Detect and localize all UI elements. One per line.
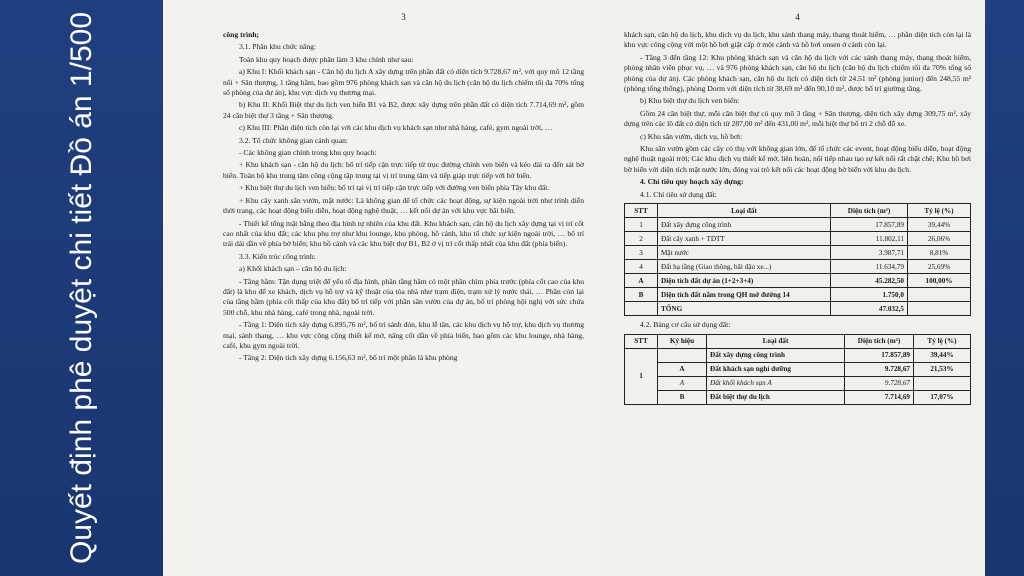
table-cell: 8,81% — [908, 246, 971, 260]
table-cell — [914, 376, 971, 390]
page-number: 3 — [401, 12, 406, 22]
table-cell — [625, 302, 658, 316]
table-cell: 11.802,11 — [831, 232, 908, 246]
column-header: Diện tích (m²) — [845, 334, 914, 348]
document-page-4 — [600, 0, 985, 576]
table-cell: Đất khách sạn nghỉ dưỡng — [707, 362, 845, 376]
column-header: Ký hiệu — [658, 334, 707, 348]
table-row — [625, 362, 971, 376]
table-cell: A — [658, 376, 707, 390]
paragraph: Toàn khu quy hoạch được phân làm 3 khu chính như sau: — [239, 54, 414, 64]
table-cell: 39,44% — [908, 218, 971, 232]
table-row — [625, 260, 971, 274]
table-row — [625, 274, 971, 288]
table-cell: A — [658, 362, 707, 376]
table-cell: 47.032,5 — [831, 302, 908, 316]
paragraph: khách sạn, căn hộ du lịch, khu dịch vụ du lịch, khu sảnh thang máy, thang thoát hiểm, … phần diện tích còn lại là khu vực công cộng với một hồ bơi giật cấp ở một cảnh và hồ bơi onsen ở cảnh còn lại. — [624, 30, 971, 50]
paragraph: a) Khu I: Khối khách sạn - Căn hộ du lịch A xây dựng trên phần đất có diện tích 9.728,67 m², với quy mô 12 tầng nổi + Sân thượng, 1 tầng hầm, bao gồm 976 phòng khách sạn và căn hộ du lịch (căn hộ du lịch chiếm tối đa 70% tổng số phòng của dự án), khu vực dịch vụ thương mại. — [223, 67, 584, 98]
table-cell: 4 — [625, 260, 658, 274]
table-cell: 17,07% — [914, 390, 971, 404]
section-heading: 4.2. Bảng cơ cấu sử dụng đất: — [640, 320, 731, 330]
paragraph: - Tầng 1: Diện tích xây dựng 6.895,76 m², bố trí sảnh đón, khu lễ tân, các khu dịch vụ hỗ trợ, khu dịch vụ thương mại, sảnh thang, … khu vực công cộng thiết kế mở, nâng cốt dần về phía biển, bao gồm các khu lounge, nhà hàng, café, khu gym ngoài trời. — [223, 320, 584, 350]
table-cell: 21,53% — [914, 362, 971, 376]
table-cell: TỔNG — [658, 302, 831, 316]
table-cell: 1.750,0 — [831, 288, 908, 302]
column-header: Tỷ lệ (%) — [908, 204, 971, 218]
paragraph: - Thiết kế tổng mặt bằng theo địa hình tự nhiên của khu đất. Khu khách sạn, căn hộ du lịch xây dựng tại vị trí cốt cao nhất của khu đất; các khu phụ trợ như khu lounge, khu phòng, hồ cảnh, khu tổ chức sự kiện ngoài trời, … bố trí trải dài dần về phía bờ biển; khu hồ cảnh và các khu biệt thự B1, B2 ở vị trí cốt thấp nhất của khu đất (phía biển). — [223, 218, 584, 249]
table-cell: 3.987,71 — [831, 246, 908, 260]
section-heading: c) Khu sân vườn, dịch vụ, hồ bơi: — [640, 131, 743, 141]
table-cell: 100,00% — [908, 274, 971, 288]
paragraph: công trình; — [223, 30, 260, 39]
table-header-row — [625, 334, 971, 348]
document-page-3 — [163, 0, 600, 576]
paragraph: - Tầng 3 đến tầng 12: Khu phòng khách sạn và căn hộ du lịch với các sảnh thang máy, thang thoát hiểm, phòng nhân viên phục vụ, … và 976 phòng khách sạn, căn hộ du lịch (căn hộ du lịch chiếm tối đa 70% tổng số phòng của dự án). Các phòng khách sạn, căn hộ du lịch có diện tích từ 24.51 m² (phòng junior) đến 248,55 m² (phòng tổng thống), phòng Dorm với diện tích từ 38,69 m² đến 90,10 m², được bố trí giường tầng. — [624, 52, 971, 94]
table-cell: Đất hạ tầng (Giao thông, bãi đậu xe...) — [658, 260, 831, 274]
table-cell: Đất khối khách sạn A — [707, 376, 845, 390]
table-cell: 9.728,67 — [845, 376, 914, 390]
section-heading: 3.2. Tổ chức không gian cảnh quan: — [239, 135, 348, 145]
table-cell: 3 — [625, 246, 658, 260]
table-cell: 25,69% — [908, 260, 971, 274]
table-cell: 1 — [625, 218, 658, 232]
paragraph: + Khu biệt thự du lịch ven biển: bố trí tại vị trí tiếp cận trực tiếp với đường ven biển phía Tây khu đất. — [239, 183, 550, 193]
column-header: Loại đất — [658, 204, 831, 218]
table-row — [625, 246, 971, 260]
table-cell: 7.714,69 — [845, 390, 914, 404]
table-row — [625, 348, 971, 362]
table-cell: 9.728,67 — [845, 362, 914, 376]
table-cell: 1 — [625, 348, 658, 404]
table-row — [625, 232, 971, 246]
section-heading: b) Khu biệt thự du lịch ven biển: — [640, 96, 740, 106]
table-cell: B — [658, 390, 707, 404]
paragraph: + Khu cây xanh sân vườn, mặt nước: Là không gian để tổ chức các hoạt động, sự kiện ngoài trời như trình diễn thời trang, các hoạt động biểu diễn, hoạt động nghệ thuật, … kết nối dự án với khu vực bãi biển. — [223, 195, 584, 216]
table-cell: Mặt nước — [658, 246, 831, 260]
table-cell — [908, 302, 971, 316]
paragraph: Khu sân vườn gồm các cây cỏ thụ với không gian lớn, để tổ chức các event, hoạt động biểu diễn, hoạt động nghệ thuật ngoài trời; Các khu dịch vụ thiết kế mở, liên hoàn, nối tiếp nhau tạo sự kết nối rất chặt chẽ; Khu hồ bơi bờ biển với diện tích mặt nước lớn, đóng vai trò kết nối các hoạt động bờ biển với khu du lịch. — [624, 144, 971, 174]
section-heading: 3.3. Kiến trúc công trình: — [239, 251, 316, 261]
table-cell: Diện tích đất dự án (1+2+3+4) — [658, 274, 831, 288]
table-row — [625, 288, 971, 302]
column-header: Tỷ lệ (%) — [914, 334, 971, 348]
paragraph: Gồm 24 căn biệt thự, mỗi căn biệt thự có quy mô 3 tầng + Sân thượng, diện tích xây dựng 309,75 m², xây dựng trên các lô đất có diện tích từ 287,00 m² đến 431,00 m², mỗi biệt thự bố trí 2 chỗ đỗ xe. — [624, 108, 971, 129]
paragraph: b) Khu II: Khối Biệt thự du lịch ven biển B1 và B2, được xây dựng trên phần đất có diện tích 7.714,69 m², gồm 24 căn biệt thự 3 tầng + Sân thượng. — [223, 100, 584, 120]
table-cell: Đất biệt thự du lịch — [707, 390, 845, 404]
paragraph: - Tầng 2: Diện tích xây dựng 6.156,63 m², bố trí một phần là khu phòng — [239, 353, 458, 363]
slide-title: Quyết định phê duyệt chi tiết Đồ án 1/500 — [65, 11, 98, 565]
section-heading: 3.1. Phân khu chức năng: — [239, 42, 317, 52]
paragraph: - Tầng hầm: Tận dụng triệt để yếu tố địa hình, phần tầng hầm có một phần chìm phía trước (phía cốt cao của khu đất) là khu để xe khách, dịch vụ hỗ trợ và kỹ thuật của tòa nhà như trạm điện, trạm xử lý nước thải, … Phần còn lại của tầng hầm (phía cốt thấp của khu đất) bố trí tiếp với phần sân vườn của dự án, bố trí phòng hội nghị với sức chứa 500 chỗ, khu nhà hàng, café trong nhà, ngoài trời. — [223, 276, 584, 317]
column-header: Loại đất — [707, 334, 845, 348]
table-cell: Đất cây xanh + TDTT — [658, 232, 831, 246]
table-cell: B — [625, 288, 658, 302]
column-header: Diện tích (m²) — [831, 204, 908, 218]
table-cell: 17.857,89 — [845, 348, 914, 362]
table-cell: 26,06% — [908, 232, 971, 246]
column-header: STT — [625, 334, 658, 348]
table-cell — [908, 288, 971, 302]
paragraph: - Các không gian chính trong khu quy hoạch: — [239, 148, 377, 158]
table-cell: Đất xây dựng công trình — [707, 348, 845, 362]
table-cell: 11.634,79 — [831, 260, 908, 274]
slide-right-panel — [985, 0, 1024, 576]
table-cell: A — [625, 274, 658, 288]
table-cell: 2 — [625, 232, 658, 246]
table-cell: Đất xây dựng công trình — [658, 218, 831, 232]
page-number: 4 — [795, 12, 800, 22]
land-use-structure-table — [624, 334, 971, 405]
paragraph: c) Khu III: Phần diện tích còn lại với các khu dịch vụ khách sạn như nhà hàng, café, gym ngoài trời, … — [239, 123, 553, 133]
table-cell: Diện tích đất nằm trong QH mở đường 14 — [658, 288, 831, 302]
table-row — [625, 390, 971, 404]
land-use-indicator-table — [624, 203, 971, 316]
paragraph: a) Khối khách sạn – căn hộ du lịch: — [239, 264, 347, 274]
paragraph: + Khu khách sạn - căn hộ du lịch: bố trí tiếp cận trực tiếp từ trục đường chính ven biển và kéo dài ra đến sát bờ biển. Toàn bộ khu trung tâm công cộng tập trung tại vị trí trung tâm và tiếp giáp trực tiếp với bờ biển. — [223, 160, 584, 180]
section-heading: 4.1. Chỉ tiêu sử dụng đất: — [640, 189, 717, 199]
table-row — [625, 376, 971, 390]
table-cell — [658, 348, 707, 362]
table-header-row — [625, 204, 971, 218]
table-row — [625, 218, 971, 232]
table-cell: 17.857,89 — [831, 218, 908, 232]
section-heading: 4. Chỉ tiêu quy hoạch xây dựng: — [640, 177, 744, 187]
table-cell: 39,44% — [914, 348, 971, 362]
table-cell: 45.282,50 — [831, 274, 908, 288]
column-header: STT — [625, 204, 658, 218]
table-row — [625, 302, 971, 316]
